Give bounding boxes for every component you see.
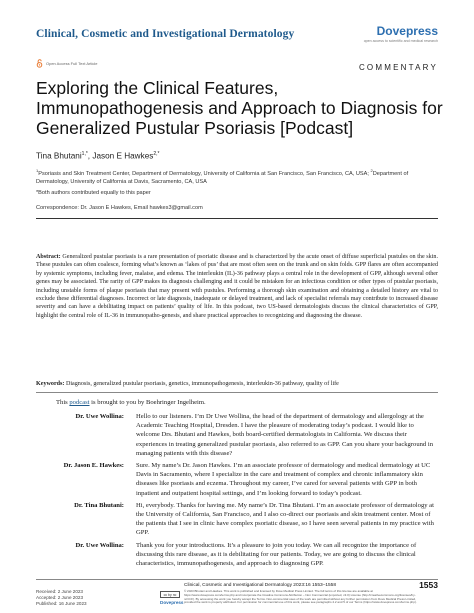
speaker-name: Dr. Uwe Wollina:: [75, 413, 124, 420]
affiliation-text: Psoriasis and Skin Treatment Center, Department of Dermatology, University of California at San Francisco, San Francisco, CA, USA;: [38, 170, 371, 177]
published-date: Published: 16 June 2023: [36, 601, 87, 606]
article-type: COMMENTARY: [358, 63, 438, 72]
author-separator: ,: [87, 151, 93, 161]
sponsor-line: [56, 399, 206, 406]
podcast-link[interactable]: podcast: [69, 399, 90, 406]
author-affiliation-marker: 2,*: [153, 151, 160, 157]
transcript-turn: [36, 461, 438, 498]
abstract: [36, 253, 438, 320]
correspondence: Correspondence: Dr. Jason E Hawkes, Email hawkes3@gmail.com: [36, 205, 203, 211]
speaker-name: Dr. Tina Bhutani:: [74, 501, 124, 509]
creative-commons-badge[interactable]: cc by nc: [160, 591, 180, 598]
author-affiliation-marker: 1,*: [81, 151, 88, 157]
podcast-transcript: [36, 412, 438, 571]
speech-text: Thank you for your introductions. It’s a pleasure to join you today. We can all recognize the importance of discussing this rare disease, as it is debilitating for our patients. Today, we are going to discuss the clinical characteristics, immunopathogenesis, and approach to diagnosing GPP.: [136, 541, 417, 568]
publisher-tagline: open access to scientific and medical research: [363, 39, 438, 43]
article-title: Exploring the Clinical Features, Immunopathogenesis and Approach to Diagnosis for Generalized Pustular Psoriasis [Podcast]: [36, 78, 443, 138]
received-date: Received: 2 June 2023: [36, 589, 83, 594]
author-name[interactable]: Tina Bhutani: [36, 151, 82, 161]
sponsor-text: is brought to you by Boehringer Ingelheim.: [89, 399, 206, 406]
journal-header: [36, 24, 438, 50]
page-number: 1553: [419, 580, 438, 590]
author-list: [36, 151, 159, 161]
journal-name[interactable]: Clinical, Cosmetic and Investigational Dermatology: [36, 28, 295, 40]
speech-text: Hello to our listeners. I’m Dr Uwe Wollina, the head of the department of dermatology and allergology at the Academic Teaching Hospital, Dresden. I have the pleasure of moderating today’s podcast. I would like to welcome Drs. Bhutani and Hawkes, both board-certified dermatologists in California. We discuss their experiences in treating generalized pustular psoriasis, also referred to as GPP. Can you share your background in managing patients with this disease?: [136, 413, 433, 457]
affiliation-marker: 2: [370, 168, 373, 173]
keywords: [36, 380, 438, 388]
footer-citation[interactable]: Clinical, Cosmetic and Investigational Dermatology 2023:16 1553–1558: [184, 583, 336, 588]
speech-text: Hi, everybody. Thanks for having me. My name’s Dr. Tina Bhutani. I’m an associate professor of dermatology at the University of California, San Francisco, and I also co-direct our psoriasis and skin treatment center. Most of the patients that I see in clinic have complex psoriatic disease, so I have seen several patients in my practice with GPP.: [136, 501, 434, 537]
sponsor-text: This: [56, 399, 70, 406]
publisher-logo-small[interactable]: Dovepress: [160, 600, 184, 605]
keywords-label: Keywords:: [36, 381, 65, 387]
article-dates: [36, 589, 87, 607]
publisher-logo[interactable]: Dovepress: [376, 24, 438, 38]
affiliation-marker: 1: [36, 168, 39, 173]
open-lock-icon: [36, 59, 43, 68]
transcript-turn: [36, 412, 438, 458]
divider: [36, 392, 438, 393]
speaker-name: Dr. Uwe Wollina:: [75, 541, 124, 549]
accepted-date: Accepted: 2 June 2023: [36, 595, 83, 600]
open-access-text: Open Access Full Text Article: [46, 61, 98, 66]
speech-text: Sure. My name’s Dr. Jason Hawkes. I’m an associate professor of dermatology and medical dermatology at UC Davis in Sacramento, where I specialize in the care and treatment of complex and chronic inflammatory skin diseases like psoriasis and eczema. Throughout my career, I’ve cared for several patients with GPP in both inpatient and outpatient hospital settings, and I’m looking forward to today’s podcast.: [136, 462, 431, 497]
abstract-label: Abstract:: [36, 254, 61, 260]
author-name[interactable]: Jason E Hawkes: [92, 151, 154, 161]
open-access-label: [36, 59, 98, 68]
affiliations: [36, 167, 438, 186]
copyright-notice: © 2023 Bhutani and Hawkes. This work is published and licensed by Dove Medical Press Limited. The full terms of this license are available at https://www.dovepress.com/terms.php and incorporate the Creative Commons Attribution – Non Commercial (unported, v3.0) License (http://creativecommons.org/licenses/by-nc/3.0/). By accessing the work you hereby accept the Terms. Non-commercial uses of the work are permitted without any further permission from Dove Medical Press Limited, provided the work is properly attributed. For permission for commercial use of this work, please see paragraphs 4.2 and 5 of our Terms (https://www.dovepress.com/terms.php).: [184, 589, 417, 605]
footer-divider: [36, 579, 438, 580]
transcript-turn: [36, 541, 438, 569]
equal-contribution-note: *Both authors contributed equally to this paper: [36, 190, 151, 196]
affiliation-text: Department of Dermatology, University of California at Davis, Sacramento, CA, USA: [36, 170, 409, 185]
abstract-text: Generalized pustular psoriasis is a rare presentation of psoriatic disease and is characterized by the acute onset of diffuse superficial pustules on the skin. These pustules can often coalesce, forming what’s known as ‘lakes of pus’ that are most often seen on the trunk and on skin folds. GPP flares are often accompanied by systemic symptoms, including fever, malaise, and edema. The interleukin (IL)-36 pathway plays a central role in the development of GPP, although several other genes may be associated. The rarity of GPP makes its diagnosis challenging and it could be mistaken for an infectious condition or other types of pustular psoriasis, including unstable forms of plaque psoriasis that may present with pustules. Performing a thorough skin examination and obtaining a detailed history are vital to exclude these differential diagnoses. Incorrect or late diagnosis, inadequate or delayed treatment, and lack of specialist referrals may contribute to increased disease severity and can have a debilitating impact on patients’ quality of life. In this podcast, two US-based dermatologists discuss the clinical characteristics of GPP, highlight the central role of IL-36 in immunopatho-genesis, and share practical approaches to recognizing and diagnosing the disease.: [36, 254, 438, 319]
transcript-turn: [36, 501, 438, 538]
speaker-name: Dr. Jason E. Hawkes:: [63, 462, 124, 470]
keywords-text: Diagnosis, generalized pustular psoriasis, genetics, immunopathogenesis, interleukin-36 pathway, quality of life: [64, 381, 339, 387]
divider: [36, 218, 438, 219]
